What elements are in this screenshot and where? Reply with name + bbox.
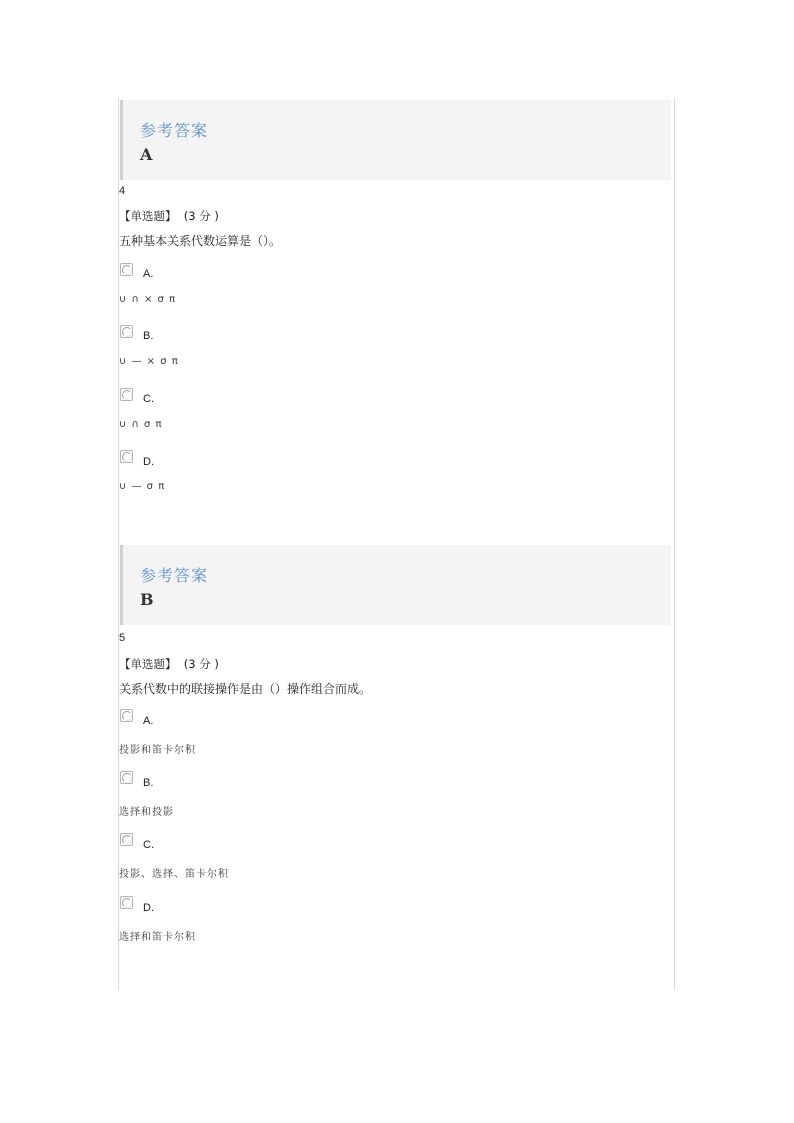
option-a-radio[interactable]	[120, 709, 133, 722]
question-text: 五种基本关系代数运算是（）。	[119, 234, 282, 248]
option-b-radio[interactable]	[120, 771, 133, 784]
reference-answer-box	[120, 545, 671, 625]
option-b-label: B.	[143, 777, 154, 789]
option-b-text: 选择和投影	[119, 807, 174, 818]
option-a-label: A.	[143, 715, 154, 727]
option-a-label: A.	[143, 268, 154, 280]
question-text: 关系代数中的联接操作是由（）操作组合而成。	[119, 682, 372, 696]
question-type: 【单选题】 (3 分 )	[119, 209, 219, 223]
option-a-text: ∪ ∩ × σ π	[119, 294, 177, 305]
option-d-label: D.	[143, 902, 154, 914]
question-type: 【单选题】 (3 分 )	[119, 657, 219, 671]
option-c-text: ∪ ∩ σ π	[119, 419, 163, 430]
reference-answer-value: A	[140, 145, 153, 164]
option-c-label: C.	[143, 393, 154, 405]
option-d-text: 选择和笛卡尔积	[119, 932, 196, 943]
option-d-text: ∪ — σ π	[119, 481, 166, 492]
option-d-radio[interactable]	[120, 896, 133, 909]
option-c-radio[interactable]	[120, 833, 133, 846]
option-a-text: 投影和笛卡尔积	[119, 745, 196, 756]
option-c-text: 投影、选择、笛卡尔积	[119, 869, 229, 880]
question-number: 5	[119, 632, 126, 644]
option-b-label: B.	[143, 330, 154, 342]
reference-answer-value: B	[140, 590, 154, 609]
option-d-label: D.	[143, 456, 154, 468]
question-number: 4	[119, 185, 126, 197]
option-b-text: ∪ — × σ π	[119, 356, 179, 367]
option-c-radio[interactable]	[120, 388, 133, 401]
option-c-label: C.	[143, 839, 154, 851]
reference-answer-label: 参考答案	[140, 566, 209, 585]
option-a-radio[interactable]	[120, 263, 133, 276]
option-b-radio[interactable]	[120, 325, 133, 338]
reference-answer-box	[120, 100, 671, 180]
reference-answer-label: 参考答案	[140, 121, 209, 140]
option-d-radio[interactable]	[120, 450, 133, 463]
